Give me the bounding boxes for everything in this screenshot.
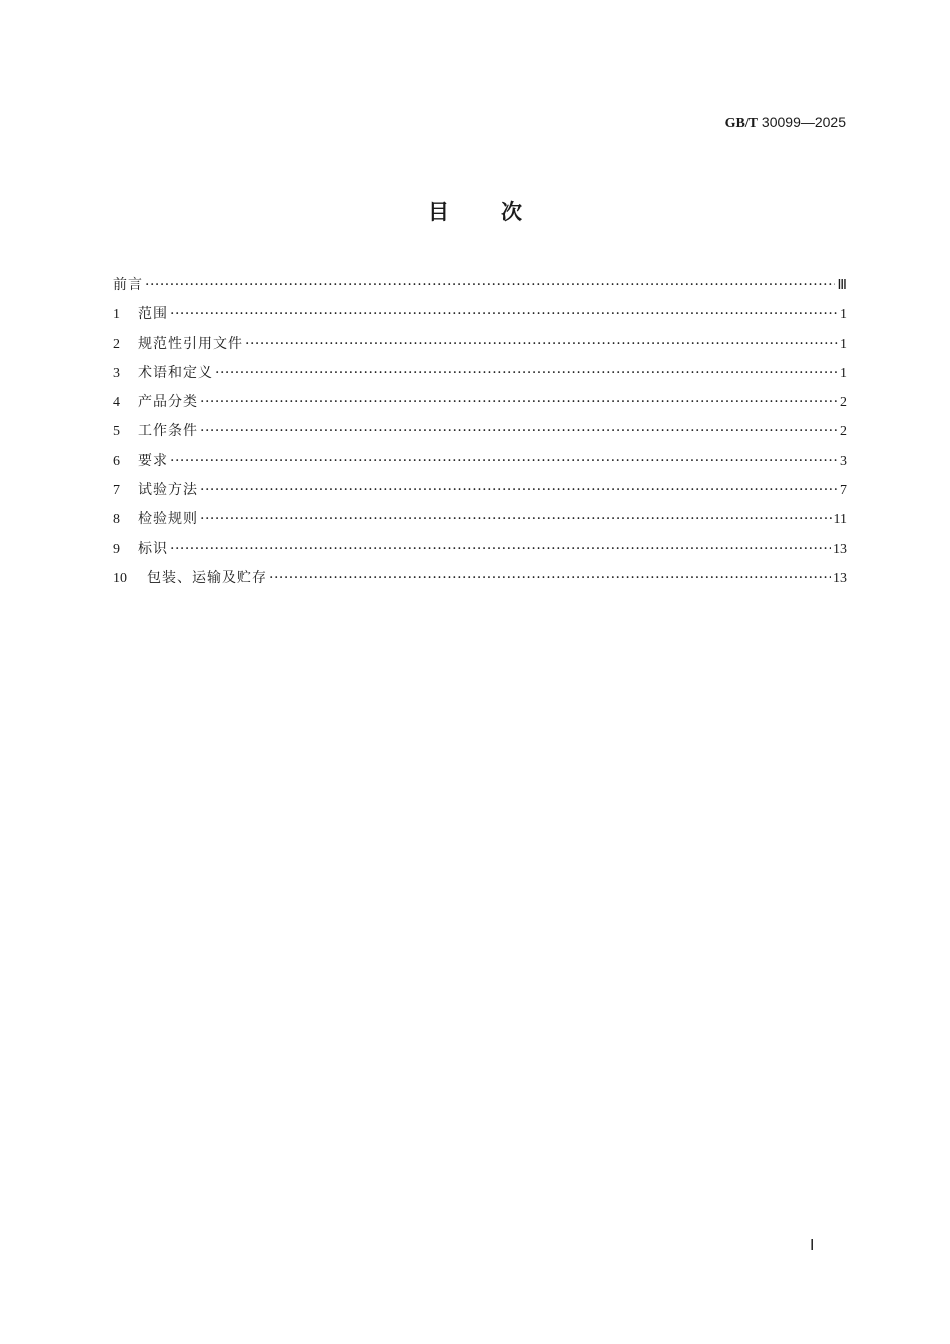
- toc-leader-dots: [170, 535, 831, 564]
- toc-entry[interactable]: [113, 388, 847, 417]
- page-title: 目次: [428, 200, 574, 224]
- toc-entry-number: 1: [113, 307, 120, 323]
- toc-entry-page: 2: [840, 395, 847, 411]
- toc-entry[interactable]: [113, 417, 847, 446]
- standard-code-number: 30099—2025: [758, 114, 846, 130]
- toc-leader-dots: [269, 564, 831, 593]
- toc-entry-text: 规范性引用文件: [138, 335, 243, 352]
- toc-entry-number: 8: [113, 512, 120, 528]
- toc-entry-number: 7: [113, 483, 120, 499]
- toc-leader-dots: [200, 388, 838, 417]
- toc-leader-dots: [145, 271, 835, 300]
- toc-entry-text: 产品分类: [138, 394, 198, 411]
- toc-entry-page: Ⅲ: [837, 278, 847, 293]
- toc-entry-text: 术语和定义: [138, 364, 213, 381]
- toc-entry-number: 5: [113, 424, 120, 440]
- toc-entry-page: 13: [833, 570, 847, 586]
- toc-entry-page: 2: [840, 424, 847, 440]
- toc-entry-text: 范围: [138, 306, 168, 323]
- toc-leader-dots: [170, 300, 838, 329]
- toc-entry-page: 7: [840, 483, 847, 499]
- toc-leader-dots: [200, 505, 832, 534]
- toc-entry-text: 检验规则: [138, 511, 198, 528]
- table-of-contents: [113, 271, 847, 593]
- toc-entry[interactable]: [113, 330, 847, 359]
- toc-entry-text: 标识: [138, 540, 168, 557]
- toc-entry-number: 6: [113, 453, 120, 469]
- toc-entry-text: 工作条件: [138, 423, 198, 440]
- toc-entry-text: 试验方法: [138, 482, 198, 499]
- toc-entry-page: 1: [840, 365, 847, 381]
- toc-entry[interactable]: [113, 271, 847, 300]
- toc-entry-text: 要求: [138, 452, 168, 469]
- toc-entry[interactable]: [113, 476, 847, 505]
- toc-entry-page: 11: [833, 512, 847, 528]
- toc-leader-dots: [215, 359, 838, 388]
- toc-entry-text: 包装、运输及贮存: [147, 569, 267, 586]
- toc-entry-number: 3: [113, 365, 120, 381]
- standard-code-prefix: GB/T: [724, 116, 759, 131]
- toc-entry[interactable]: [113, 300, 847, 329]
- standard-code: [725, 114, 846, 132]
- toc-entry[interactable]: [113, 535, 847, 564]
- toc-entry[interactable]: [113, 505, 847, 534]
- toc-entry-number: 4: [113, 395, 120, 411]
- toc-leader-dots: [200, 476, 838, 505]
- toc-leader-dots: [245, 330, 838, 359]
- toc-entry[interactable]: [113, 359, 847, 388]
- toc-entry[interactable]: [113, 447, 847, 476]
- toc-entry-page: 13: [833, 541, 847, 557]
- page-number: Ⅰ: [810, 1238, 815, 1254]
- toc-entry-page: 3: [840, 453, 847, 469]
- toc-entry-page: 1: [840, 336, 847, 352]
- toc-leader-dots: [170, 447, 838, 476]
- toc-leader-dots: [200, 417, 838, 446]
- toc-entry-number: 10: [113, 570, 127, 586]
- toc-entry[interactable]: [113, 564, 847, 593]
- toc-entry-number: 2: [113, 336, 120, 352]
- toc-entry-number: 9: [113, 541, 120, 557]
- toc-entry-text: 前言: [113, 277, 143, 293]
- toc-entry-page: 1: [840, 307, 847, 323]
